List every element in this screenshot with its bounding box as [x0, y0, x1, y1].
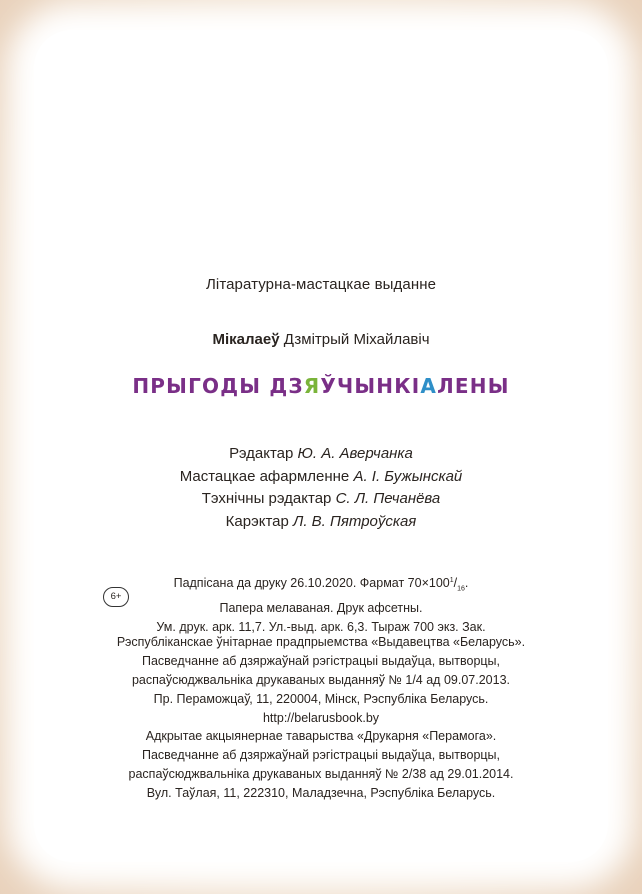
title-part: Я [303, 374, 321, 398]
signed-text: Падпісана да друку 26.10.2020. Фармат 70×100 [173, 576, 450, 591]
credit-name: А. І. Бужынскай [353, 467, 463, 485]
author-surname: Мікалаеў [212, 331, 280, 348]
publisher-line: Пасведчанне аб дзяржаўнай рэгістрацыі выдаўца, вытворцы, [141, 654, 501, 668]
credit-role: Тэхнічны рэдактар [201, 490, 332, 507]
credit-role: Мастацкае афармленне [179, 467, 350, 485]
credit-line [0, 466, 642, 489]
publisher-line: распаўсюджвальніка друкаваных выданняў № 1/4 ад 09.07.2013. [131, 673, 510, 687]
printer-line: Пасведчанне аб дзяржаўнай рэгістрацыі выдаўца, вытворцы, [141, 748, 501, 762]
publisher-website: http://belarusbook.by [262, 711, 380, 725]
genre-label: Літаратурна-мастацкае выданне [205, 276, 437, 293]
print-info-line: Ум. друк. арк. 11,7. Ул.-выд. арк. 6,3. Тыраж 700 экз. Зак. [156, 619, 486, 634]
age-rating-badge: 6+ [103, 587, 129, 607]
credit-line [0, 511, 642, 534]
credit-role: Карэктар [225, 512, 289, 530]
publisher-line: Пр. Пераможцаў, 11, 220004, Мінск, Рэспубліка Беларусь. [153, 692, 489, 706]
credit-line [0, 488, 642, 511]
print-info-line: Падпісана да друку 26.10.2020. Фармат $70\times 100^1/_{16}$. [173, 576, 469, 593]
publisher-info [0, 633, 642, 728]
format-sup: 1 [449, 577, 454, 584]
printer-line: Вул. Таўлая, 11, 222310, Маладзечна, Рэспубліка Беларусь. [146, 786, 496, 800]
credit-role: Рэдактар [229, 445, 294, 462]
author-name [0, 331, 642, 348]
book-title [0, 374, 642, 398]
publisher-line: Рэспубліканскае ўнітарнае прадпрыемства «Выдавецтва «Беларусь». [116, 635, 526, 649]
author-given-names: Дзмітрый Міхайлавіч [283, 331, 430, 348]
credits-block [0, 443, 642, 533]
print-info [0, 571, 642, 637]
credit-name: С. Л. Печанёва [335, 490, 441, 507]
title-part: А [420, 374, 438, 398]
format-sub: 16 [457, 585, 465, 593]
credit-name: Ю. А. Аверчанка [297, 445, 413, 462]
title-part: ЎЧЫНКІ [320, 374, 421, 398]
printer-line: Адкрытае акцыянернае таварыства «Друкарня «Перамога». [145, 729, 497, 743]
credit-line [0, 443, 642, 466]
credit-name: Л. В. Пятроўская [293, 512, 417, 530]
printer-line: распаўсюджвальніка друкаваных выданняў № 2/38 ад 29.01.2014. [128, 767, 514, 781]
print-info-line: Папера мелаваная. Друк афсетны. [219, 600, 423, 615]
title-part: ПРЫГОДЫ ДЗ [132, 374, 304, 398]
title-part: ЛЕНЫ [437, 374, 510, 398]
printer-info [0, 727, 642, 803]
